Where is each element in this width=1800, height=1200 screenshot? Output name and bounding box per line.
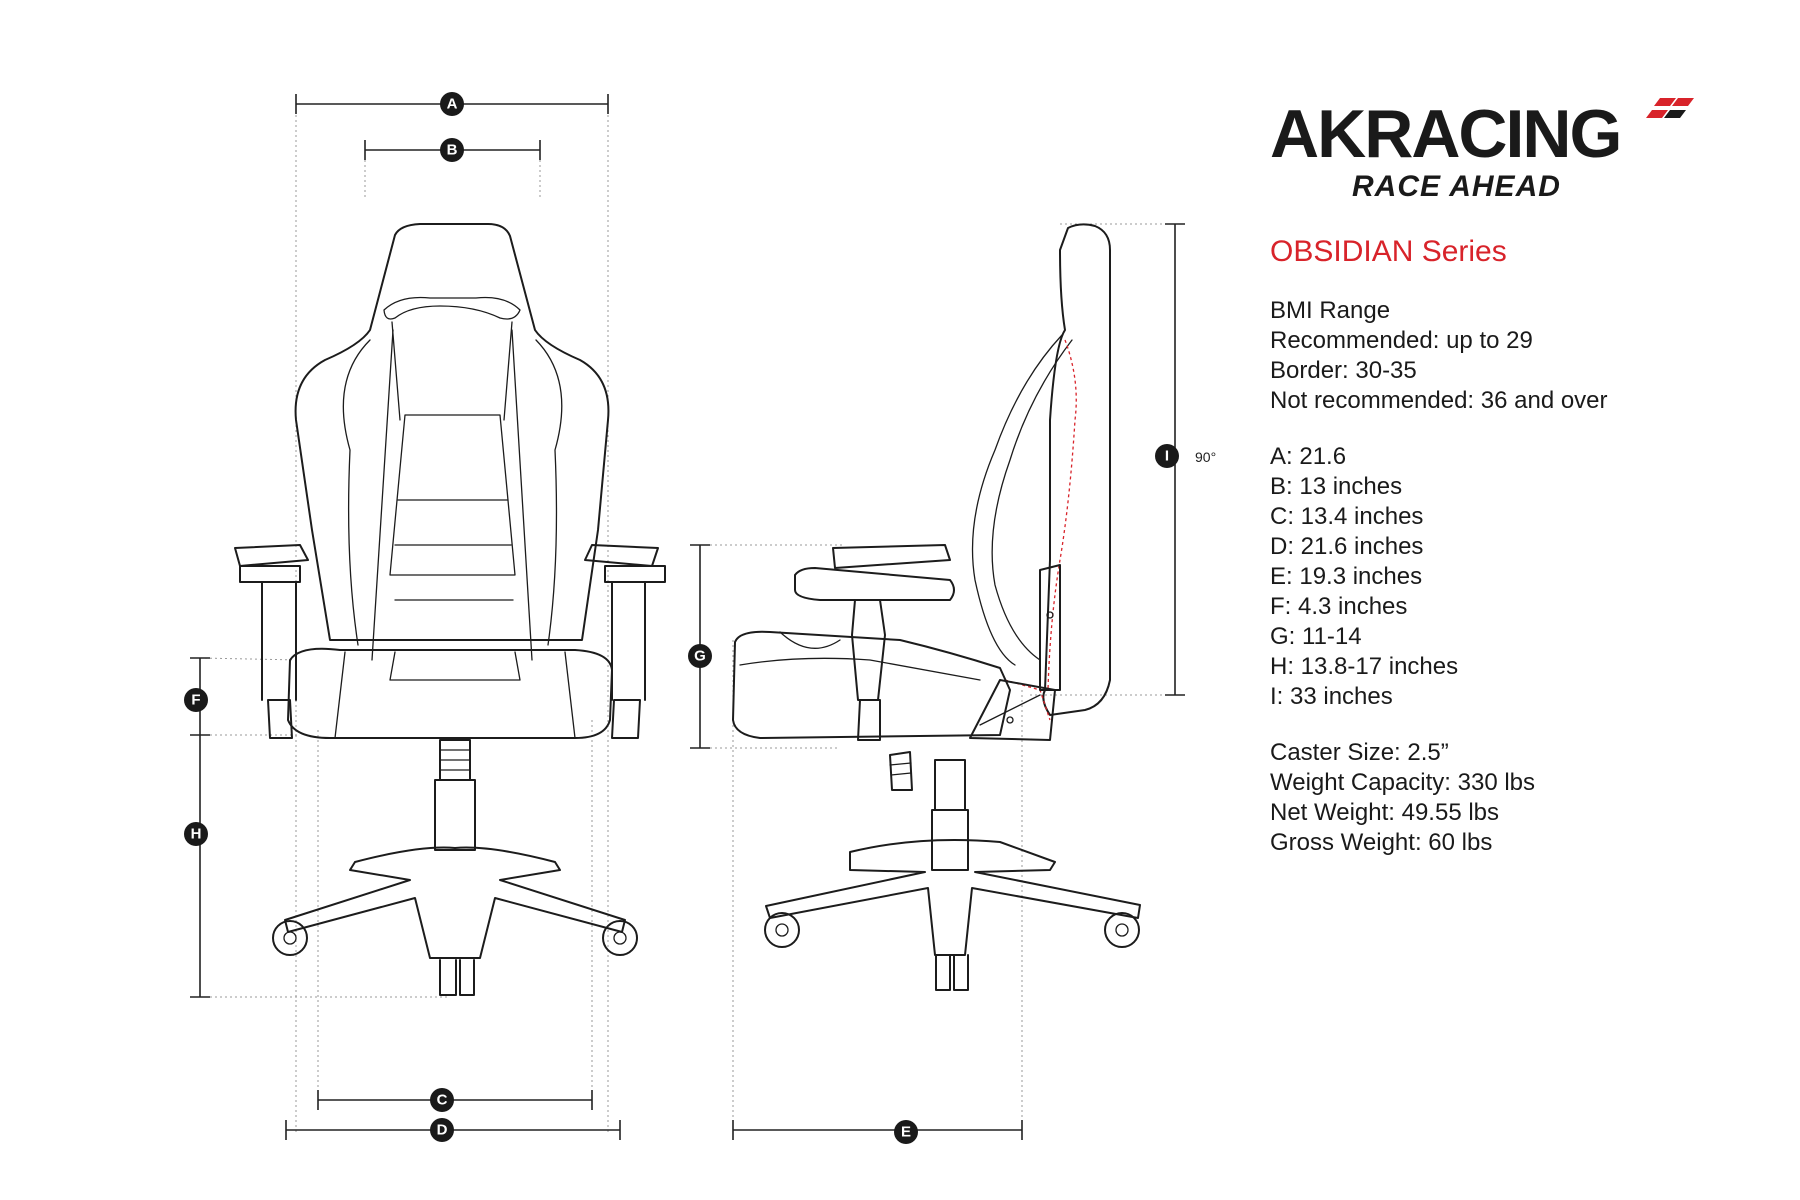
bmi-border: Border: 30-35 (1270, 357, 1417, 384)
dimension-marker-b (440, 138, 464, 162)
side-guide-lines (700, 224, 1175, 1140)
svg-text:G: G (694, 647, 706, 665)
svg-text:I: I (1164, 447, 1170, 465)
extras-section (1270, 738, 1770, 858)
net-weight: Net Weight: 49.55 lbs (1270, 799, 1500, 826)
svg-text:D: D (436, 1121, 448, 1139)
gross-weight: Gross Weight: 60 lbs (1270, 829, 1493, 856)
dimension-b: B: 13 inches (1270, 473, 1403, 500)
svg-text:A: A (446, 95, 458, 113)
dimension-i: I: 33 inches (1270, 683, 1393, 710)
dimension-marker-a (440, 92, 464, 116)
brand-tagline: RACE AHEAD (1352, 170, 1561, 203)
side-view-chair (733, 224, 1140, 990)
bmi-section (1270, 296, 1770, 416)
brand-logo (1270, 96, 1770, 210)
dimension-d: D: 21.6 inches (1270, 533, 1424, 560)
recline-angle-label: 90° (1195, 449, 1217, 465)
dimension-a: A: 21.6 (1270, 443, 1347, 470)
flag-mark-icon (1630, 94, 1700, 134)
bmi-recommended: Recommended: up to 29 (1270, 327, 1533, 354)
svg-text:E: E (900, 1123, 912, 1141)
svg-text:C: C (436, 1091, 448, 1109)
dimension-marker-i (1155, 444, 1179, 468)
bmi-heading: BMI Range (1270, 297, 1391, 324)
caster-size: Caster Size: 2.5” (1270, 739, 1449, 766)
dimension-f: F: 4.3 inches (1270, 593, 1408, 620)
bmi-not-recommended: Not recommended: 36 and over (1270, 387, 1608, 414)
dimension-e: E: 19.3 inches (1270, 563, 1423, 590)
front-dimension-lines (190, 94, 620, 1140)
dimension-h: H: 13.8-17 inches (1270, 653, 1459, 680)
dimension-marker-g (688, 644, 712, 668)
dimensions-section (1270, 442, 1770, 712)
spec-panel (1270, 96, 1770, 858)
series-title: OBSIDIAN Series (1270, 235, 1507, 268)
svg-text:H: H (190, 825, 202, 843)
brand-name: AKRACING (1270, 96, 1621, 172)
dimension-marker-e (894, 1120, 918, 1144)
dimension-c: C: 13.4 inches (1270, 503, 1424, 530)
dimension-marker-f (184, 688, 208, 712)
weight-capacity: Weight Capacity: 330 lbs (1270, 769, 1536, 796)
front-view-chair (235, 224, 665, 995)
svg-text:B: B (446, 141, 458, 159)
dimension-marker-d (430, 1118, 454, 1142)
dimension-marker-h (184, 822, 208, 846)
dimension-marker-c (430, 1088, 454, 1112)
svg-text:F: F (191, 691, 201, 709)
dimension-g: G: 11-14 (1270, 623, 1362, 650)
